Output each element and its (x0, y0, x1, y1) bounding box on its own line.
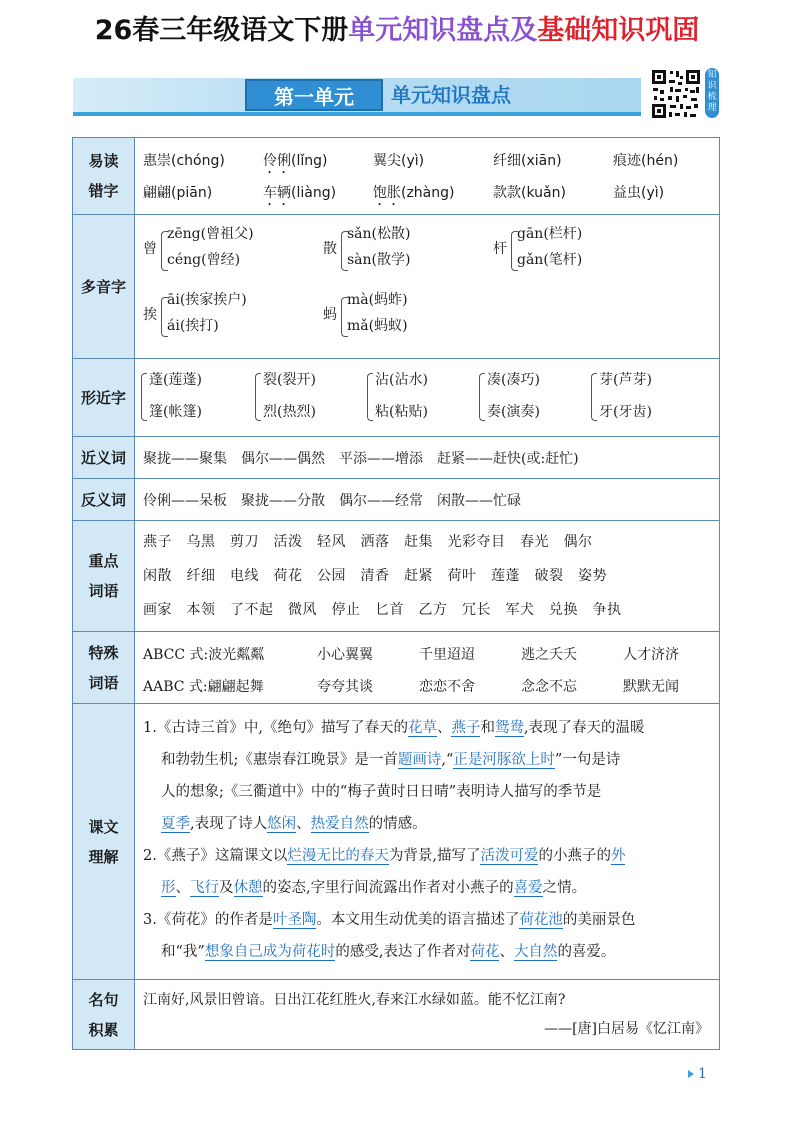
polyphonic-char: 挨 (143, 307, 157, 323)
row-label: 名句 积累 (73, 980, 135, 1049)
antonyms-text: 伶俐——呆板 聚拢——分散 偶尔——经常 闲散——忙碌 (143, 492, 521, 509)
title-part-grade: 26春三年级语文下册 (94, 15, 349, 46)
comprehension-p3-line2: 和“我”想象自己成为荷花时的感受,表达了作者对荷花、大自然的喜爱。 (161, 944, 616, 960)
triangle-icon (688, 1070, 694, 1078)
misread-word (493, 150, 562, 170)
row-label: 形近字 (73, 359, 135, 436)
misread-word (493, 182, 566, 202)
misread-word-chars: 翼尖 (373, 153, 401, 169)
row-label: 重点 词语 (73, 521, 135, 631)
knowledge-table (72, 137, 720, 1050)
similar-char: 凑(凑巧) (487, 372, 540, 388)
brace-icon (479, 373, 485, 421)
misread-line-2 (143, 182, 719, 204)
misread-word (143, 182, 212, 202)
similar-char: 篷(帐篷) (149, 404, 202, 420)
misread-pinyin: (liàng) (291, 185, 337, 201)
similar-char: 芽(芦芽) (599, 372, 652, 388)
polyphonic-reading: sǎn(松散) (347, 226, 411, 242)
row-synonyms (73, 437, 719, 479)
row-content (135, 479, 719, 520)
row-similar-shape (73, 359, 719, 437)
row-key-words (73, 521, 719, 632)
misread-pinyin: (hén) (641, 153, 679, 169)
similar-char: 裂(裂开) (263, 372, 316, 388)
row-label: 多音字 (73, 215, 135, 358)
misread-pinyin: (piān) (171, 185, 213, 201)
row-label: 课文 理解 (73, 704, 135, 979)
comprehension-p1-line1: 1.《古诗三首》中,《绝句》描写了春天的花草、燕子和鸳鸯,表现了春天的温暖 (143, 720, 645, 736)
quote-text: 江南好,风景旧曾谙。日出江花红胜火,春来江水绿如蓝。能不忆江南? (143, 992, 566, 1008)
special-word: 夸夸其谈 (317, 679, 373, 695)
special-word: 恋恋不舍 (419, 679, 475, 695)
misread-word-chars: 款款 (493, 185, 521, 201)
misread-word (263, 182, 336, 209)
row-content (135, 437, 719, 478)
comprehension-p1-line3: 人的想象;《三衢道中》中的“梅子黄时日日晴”表明诗人描写的季节是 (161, 784, 602, 800)
row-easy-misread (73, 138, 719, 215)
misread-word-chars: 纤细 (493, 153, 521, 169)
special-word: 默默无闻 (623, 679, 679, 695)
polyphonic-reading: mǎ(蚂蚁) (347, 318, 408, 334)
misread-word (373, 182, 454, 209)
similar-char: 牙(牙齿) (599, 404, 652, 420)
unit-subtitle: 单元知识盘点 (391, 83, 511, 107)
polyphonic-char: 散 (323, 241, 337, 257)
misread-pinyin: (lǐng) (291, 153, 328, 169)
row-label: 近义词 (73, 437, 135, 478)
document-title (0, 8, 794, 47)
misread-pinyin: (yì) (641, 185, 665, 201)
brace-icon (141, 373, 147, 421)
title-part-unit: 单元知识盘点及 (348, 15, 538, 46)
row-content (135, 632, 719, 703)
row-content (135, 521, 719, 631)
special-word: 念念不忘 (521, 679, 577, 695)
unit-banner (73, 78, 641, 116)
polyphonic-reading: zēng(曾祖父) (167, 226, 254, 242)
brace-icon (255, 373, 261, 421)
row-content (135, 704, 719, 979)
misread-pinyin: (kuǎn) (521, 185, 566, 201)
row-famous-quotes (73, 980, 719, 1049)
misread-line-1 (143, 150, 719, 172)
row-antonyms (73, 479, 719, 521)
similar-char: 蓬(莲蓬) (149, 372, 202, 388)
misread-word-chars: 益虫 (613, 185, 641, 201)
row-content (135, 138, 719, 214)
polyphonic-char: 曾 (143, 241, 157, 257)
row-polyphonic (73, 215, 719, 359)
misread-pinyin: (yì) (401, 153, 425, 169)
special-word: 逃之夭夭 (521, 647, 577, 663)
special-word: 小心翼翼 (317, 647, 373, 663)
key-words-line-2: 闲散 纤细 电线 荷花 公园 清香 赶紧 荷叶 莲蓬 破裂 姿势 (143, 568, 607, 584)
similar-char: 粘(粘贴) (375, 404, 428, 420)
title-part-basic: 基础知识巩固 (537, 15, 700, 46)
qr-tag: 知识梳理 (705, 68, 719, 118)
quote-source: ——[唐]白居易《忆江南》 (544, 1021, 709, 1037)
key-words-line-1: 燕子 乌黑 剪刀 活泼 轻风 洒落 赶集 光彩夺目 春光 偶尔 (143, 534, 593, 550)
similar-char: 烈(热烈) (263, 404, 316, 420)
misread-word-chars: 车辆 (263, 185, 291, 201)
misread-pinyin: (chóng) (171, 153, 225, 169)
qr-code-icon[interactable] (650, 68, 702, 120)
special-word: 人才济济 (623, 647, 679, 663)
misread-word-chars: 饱胀 (373, 185, 401, 201)
page-number: 1 (688, 1066, 707, 1082)
polyphonic-reading: mà(蚂蚱) (347, 292, 408, 308)
polyphonic-reading: āi(挨家挨户) (167, 292, 247, 308)
misread-pinyin: (zhàng) (401, 185, 455, 201)
polyphonic-reading: gǎn(笔杆) (517, 252, 583, 268)
brace-icon (367, 373, 373, 421)
misread-word (143, 150, 225, 170)
brace-icon (591, 373, 597, 421)
comprehension-p2-line1: 2.《燕子》这篇课文以烂漫无比的春天为背景,描写了活泼可爱的小燕子的外 (143, 848, 626, 864)
misread-word-chars: 伶俐 (263, 153, 291, 169)
polyphonic-char: 蚂 (323, 307, 337, 323)
similar-char: 沾(沾水) (375, 372, 428, 388)
row-content (135, 980, 719, 1049)
row-content (135, 215, 719, 358)
misread-word-chars: 痕迹 (613, 153, 641, 169)
misread-word (613, 182, 664, 202)
special-word: 千里迢迢 (419, 647, 475, 663)
polyphonic-reading: céng(曾经) (167, 252, 241, 268)
row-text-comprehension (73, 704, 719, 980)
polyphonic-reading: gān(栏杆) (517, 226, 583, 242)
comprehension-p3-line1: 3.《荷花》的作者是叶圣陶。本文用生动优美的语言描述了荷花池的美丽景色 (143, 912, 636, 928)
comprehension-p2-line2: 形、飞行及休憩的姿态,字里行间流露出作者对小燕子的喜爱之情。 (161, 880, 587, 896)
comprehension-p1-line4: 夏季,表现了诗人悠闲、热爱自然的情感。 (161, 816, 427, 832)
row-label: 易读 错字 (73, 138, 135, 214)
key-words-line-3: 画家 本领 了不起 微风 停止 匕首 乙方 冗长 军犬 兑换 争执 (143, 602, 622, 618)
special-word: ABCC 式:波光粼粼 (143, 647, 265, 663)
row-special-words (73, 632, 719, 704)
unit-label: 第一单元 (245, 79, 383, 111)
misread-word-chars: 翩翩 (143, 185, 171, 201)
misread-pinyin: (xiān) (521, 153, 562, 169)
comprehension-p1-line2: 和勃勃生机;《惠崇春江晚景》是一首题画诗,“正是河豚欲上时”一句是诗 (161, 752, 621, 768)
misread-word (373, 150, 424, 170)
similar-char: 奏(演奏) (487, 404, 540, 420)
polyphonic-char: 杆 (493, 241, 507, 257)
polyphonic-reading: ái(挨打) (167, 318, 219, 334)
synonyms-text: 聚拢——聚集 偶尔——偶然 平添——增添 赶紧——赶快(或:赶忙) (143, 450, 579, 467)
row-content (135, 359, 719, 436)
special-word: AABC 式:翩翩起舞 (143, 679, 264, 695)
polyphonic-reading: sàn(散学) (347, 252, 411, 268)
misread-word (613, 150, 678, 170)
misread-word (263, 150, 327, 177)
misread-word-chars: 惠崇 (143, 153, 171, 169)
row-label: 特殊 词语 (73, 632, 135, 703)
row-label: 反义词 (73, 479, 135, 520)
